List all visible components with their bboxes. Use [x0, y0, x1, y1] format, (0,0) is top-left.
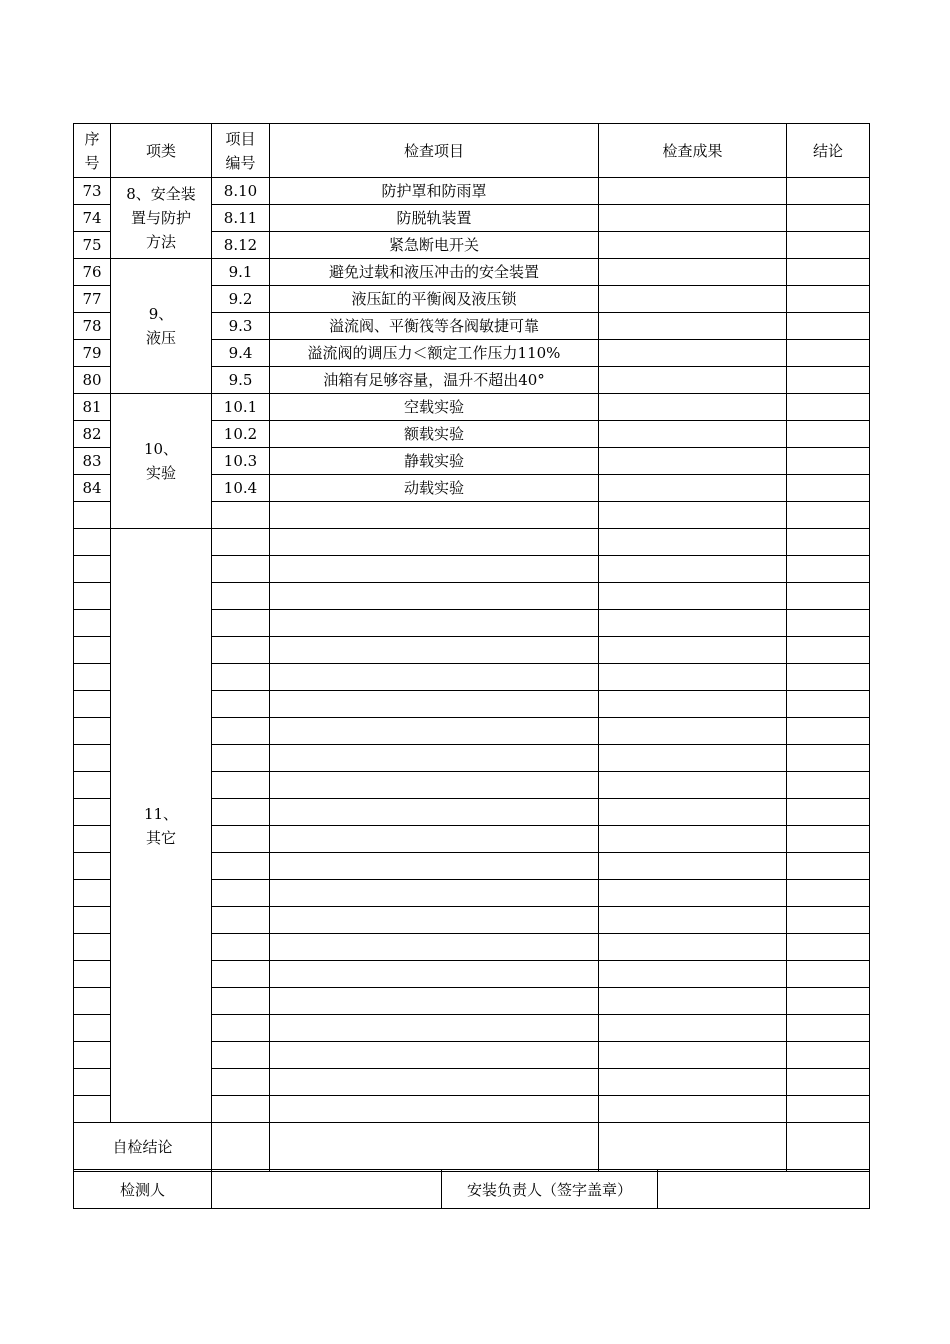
result-cell[interactable]: [599, 394, 787, 421]
result-cell[interactable]: [599, 421, 787, 448]
item-no-cell: 8.12: [212, 232, 270, 259]
self-check-label: 自检结论: [74, 1123, 212, 1172]
check-item-cell[interactable]: [270, 1069, 599, 1096]
category-line: 8、安全装: [126, 185, 196, 203]
result-cell[interactable]: [599, 529, 787, 556]
result-cell[interactable]: [599, 691, 787, 718]
conclusion-cell[interactable]: [787, 1015, 870, 1042]
check-item-cell[interactable]: [270, 880, 599, 907]
conclusion-cell[interactable]: [787, 502, 870, 529]
self-check-row: [74, 1123, 870, 1172]
result-cell[interactable]: [599, 664, 787, 691]
seq-cell: 81: [74, 394, 111, 421]
category-line: 方法: [145, 233, 176, 251]
item-no-cell[interactable]: [212, 853, 270, 880]
signature-table: [73, 1169, 870, 1209]
seq-cell: 76: [74, 259, 111, 286]
result-cell[interactable]: [599, 907, 787, 934]
check-item-cell: 防护罩和防雨罩: [270, 178, 599, 205]
header-seq-line: 号: [84, 153, 100, 172]
check-item-cell: 溢流阀的调压力＜额定工作压力110%: [270, 340, 599, 367]
item-no-cell[interactable]: [212, 502, 270, 529]
category-line: 11、: [143, 804, 179, 823]
result-cell[interactable]: [599, 205, 787, 232]
check-item-cell[interactable]: [270, 934, 599, 961]
conclusion-cell[interactable]: [787, 1042, 870, 1069]
category-line: 置与防护: [130, 209, 191, 227]
item-no-cell[interactable]: [212, 745, 270, 772]
result-cell[interactable]: [599, 1096, 787, 1123]
check-item-cell[interactable]: [270, 529, 599, 556]
check-item-cell[interactable]: [270, 799, 599, 826]
check-item-cell[interactable]: [270, 1015, 599, 1042]
seq-cell[interactable]: [74, 1015, 111, 1042]
result-cell[interactable]: [599, 286, 787, 313]
seq-cell: 82: [74, 421, 111, 448]
item-no-cell[interactable]: [212, 637, 270, 664]
result-cell[interactable]: [599, 988, 787, 1015]
conclusion-cell[interactable]: [787, 367, 870, 394]
category-line: 实验: [145, 464, 176, 482]
table-row: [74, 178, 870, 205]
conclusion-cell[interactable]: [787, 529, 870, 556]
result-cell[interactable]: [599, 475, 787, 502]
result-cell[interactable]: [599, 232, 787, 259]
item-no-cell[interactable]: [212, 1096, 270, 1123]
conclusion-cell[interactable]: [787, 475, 870, 502]
category-line: 10、: [143, 440, 179, 458]
conclusion-cell[interactable]: [787, 178, 870, 205]
seq-cell: 83: [74, 448, 111, 475]
check-item-cell: 静载实验: [270, 448, 599, 475]
item-no-cell[interactable]: [212, 691, 270, 718]
item-no-cell: 9.5: [212, 367, 270, 394]
conclusion-cell[interactable]: [787, 610, 870, 637]
category-cell: [111, 178, 212, 259]
item-no-cell[interactable]: [212, 583, 270, 610]
check-item-cell: 空载实验: [270, 394, 599, 421]
conclusion-cell[interactable]: [787, 1096, 870, 1123]
result-cell[interactable]: [599, 556, 787, 583]
result-cell[interactable]: [599, 313, 787, 340]
seq-cell: 80: [74, 367, 111, 394]
seq-cell[interactable]: [74, 1069, 111, 1096]
self-check-result-cell[interactable]: [599, 1123, 787, 1172]
seq-cell[interactable]: [74, 556, 111, 583]
conclusion-cell[interactable]: [787, 664, 870, 691]
header-item-no-line: 编号: [225, 153, 256, 172]
result-cell[interactable]: [599, 745, 787, 772]
result-cell[interactable]: [599, 340, 787, 367]
item-no-cell: 9.2: [212, 286, 270, 313]
item-no-cell[interactable]: [212, 772, 270, 799]
check-item-cell[interactable]: [270, 502, 599, 529]
check-item-cell[interactable]: [270, 745, 599, 772]
conclusion-cell[interactable]: [787, 853, 870, 880]
seq-cell: 84: [74, 475, 111, 502]
check-item-cell: 额载实验: [270, 421, 599, 448]
seq-cell[interactable]: [74, 1042, 111, 1069]
self-check-no-cell[interactable]: [212, 1123, 270, 1172]
conclusion-cell[interactable]: [787, 799, 870, 826]
seq-cell[interactable]: [74, 988, 111, 1015]
conclusion-cell[interactable]: [787, 448, 870, 475]
item-no-cell[interactable]: [212, 961, 270, 988]
result-cell[interactable]: [599, 1042, 787, 1069]
result-cell[interactable]: [599, 1015, 787, 1042]
check-item-cell[interactable]: [270, 718, 599, 745]
item-no-cell[interactable]: [212, 826, 270, 853]
check-item-cell[interactable]: [270, 772, 599, 799]
manager-label: 安装负责人（签字盖章）: [442, 1170, 658, 1209]
check-item-cell[interactable]: [270, 583, 599, 610]
check-item-cell[interactable]: [270, 1042, 599, 1069]
seq-cell[interactable]: [74, 637, 111, 664]
conclusion-cell[interactable]: [787, 772, 870, 799]
category-line: 其它: [145, 828, 176, 847]
header-check-item: 检查项目: [270, 124, 599, 178]
conclusion-cell[interactable]: [787, 691, 870, 718]
conclusion-cell[interactable]: [787, 421, 870, 448]
self-check-item-cell[interactable]: [270, 1123, 599, 1172]
header-item-no-line: 项目: [225, 129, 256, 148]
conclusion-cell[interactable]: [787, 259, 870, 286]
item-no-cell[interactable]: [212, 556, 270, 583]
seq-cell[interactable]: [74, 610, 111, 637]
conclusion-cell[interactable]: [787, 745, 870, 772]
category-cell: [111, 259, 212, 394]
check-item-cell[interactable]: [270, 988, 599, 1015]
result-cell[interactable]: [599, 799, 787, 826]
result-cell[interactable]: [599, 367, 787, 394]
inspector-label: 检测人: [74, 1170, 212, 1209]
conclusion-cell[interactable]: [787, 907, 870, 934]
item-no-cell: 10.2: [212, 421, 270, 448]
category-line: 液压: [145, 329, 176, 347]
result-cell[interactable]: [599, 880, 787, 907]
seq-cell[interactable]: [74, 907, 111, 934]
seq-cell: 77: [74, 286, 111, 313]
seq-cell[interactable]: [74, 799, 111, 826]
seq-cell[interactable]: [74, 745, 111, 772]
check-item-cell: 油箱有足够容量，温升不超出40°: [270, 367, 599, 394]
header-result: 检查成果: [599, 124, 787, 178]
check-item-cell[interactable]: [270, 691, 599, 718]
item-no-cell[interactable]: [212, 664, 270, 691]
seq-cell[interactable]: [74, 853, 111, 880]
result-cell[interactable]: [599, 610, 787, 637]
category-line: 9、: [148, 305, 174, 323]
check-item-cell: 溢流阀、平衡筏等各阀敏捷可靠: [270, 313, 599, 340]
item-no-cell[interactable]: [212, 529, 270, 556]
seq-cell[interactable]: [74, 529, 111, 556]
conclusion-cell[interactable]: [787, 934, 870, 961]
seq-cell: 73: [74, 178, 111, 205]
result-cell[interactable]: [599, 853, 787, 880]
conclusion-cell[interactable]: [787, 556, 870, 583]
item-no-cell: 9.1: [212, 259, 270, 286]
conclusion-cell[interactable]: [787, 988, 870, 1015]
conclusion-cell[interactable]: [787, 340, 870, 367]
seq-cell[interactable]: [74, 664, 111, 691]
item-no-cell[interactable]: [212, 1015, 270, 1042]
seq-cell[interactable]: [74, 934, 111, 961]
seq-cell[interactable]: [74, 583, 111, 610]
seq-cell[interactable]: [74, 880, 111, 907]
header-seq-line: 序: [84, 129, 100, 148]
item-no-cell: 10.4: [212, 475, 270, 502]
inspection-table: [73, 123, 870, 1172]
conclusion-cell[interactable]: [787, 637, 870, 664]
result-cell[interactable]: [599, 259, 787, 286]
result-cell[interactable]: [599, 502, 787, 529]
conclusion-cell[interactable]: [787, 232, 870, 259]
item-no-cell[interactable]: [212, 934, 270, 961]
result-cell[interactable]: [599, 583, 787, 610]
category-cell: [111, 529, 212, 1123]
result-cell[interactable]: [599, 637, 787, 664]
signature-row: [74, 1170, 870, 1209]
inspector-signature-cell[interactable]: [212, 1170, 442, 1209]
seq-cell[interactable]: [74, 826, 111, 853]
check-item-cell[interactable]: [270, 961, 599, 988]
header-category: 项类: [111, 124, 212, 178]
self-check-conclusion-cell[interactable]: [787, 1123, 870, 1172]
result-cell[interactable]: [599, 961, 787, 988]
check-item-cell[interactable]: [270, 664, 599, 691]
conclusion-cell[interactable]: [787, 961, 870, 988]
conclusion-cell[interactable]: [787, 286, 870, 313]
seq-cell[interactable]: [74, 961, 111, 988]
item-no-cell: 10.1: [212, 394, 270, 421]
result-cell[interactable]: [599, 718, 787, 745]
result-cell[interactable]: [599, 772, 787, 799]
result-cell[interactable]: [599, 178, 787, 205]
item-no-cell[interactable]: [212, 1042, 270, 1069]
item-no-cell[interactable]: [212, 880, 270, 907]
conclusion-cell[interactable]: [787, 1069, 870, 1096]
item-no-cell[interactable]: [212, 718, 270, 745]
seq-cell: 75: [74, 232, 111, 259]
check-item-cell: 避免过载和液压冲击的安全装置: [270, 259, 599, 286]
seq-cell: 79: [74, 340, 111, 367]
seq-cell[interactable]: [74, 502, 111, 529]
item-no-cell: 8.11: [212, 205, 270, 232]
table-row-blank: [74, 529, 870, 556]
check-item-cell[interactable]: [270, 853, 599, 880]
conclusion-cell[interactable]: [787, 394, 870, 421]
conclusion-cell[interactable]: [787, 313, 870, 340]
item-no-cell[interactable]: [212, 610, 270, 637]
result-cell[interactable]: [599, 934, 787, 961]
item-no-cell[interactable]: [212, 799, 270, 826]
header-conclusion: 结论: [787, 124, 870, 178]
table-row: [74, 394, 870, 421]
seq-cell: 78: [74, 313, 111, 340]
seq-cell[interactable]: [74, 772, 111, 799]
check-item-cell[interactable]: [270, 610, 599, 637]
result-cell[interactable]: [599, 826, 787, 853]
check-item-cell[interactable]: [270, 826, 599, 853]
check-item-cell[interactable]: [270, 637, 599, 664]
item-no-cell: 10.3: [212, 448, 270, 475]
check-item-cell: 动载实验: [270, 475, 599, 502]
manager-signature-cell[interactable]: [658, 1170, 870, 1209]
item-no-cell: 9.3: [212, 313, 270, 340]
seq-cell[interactable]: [74, 1096, 111, 1123]
seq-cell[interactable]: [74, 691, 111, 718]
conclusion-cell[interactable]: [787, 205, 870, 232]
header-seq: [74, 124, 111, 178]
item-no-cell[interactable]: [212, 907, 270, 934]
result-cell[interactable]: [599, 448, 787, 475]
seq-cell: 74: [74, 205, 111, 232]
check-item-cell: 防脱轨装置: [270, 205, 599, 232]
conclusion-cell[interactable]: [787, 718, 870, 745]
item-no-cell[interactable]: [212, 988, 270, 1015]
header-item-no: [212, 124, 270, 178]
table-row: [74, 259, 870, 286]
conclusion-cell[interactable]: [787, 826, 870, 853]
item-no-cell: 9.4: [212, 340, 270, 367]
check-item-cell: 紧急断电开关: [270, 232, 599, 259]
check-item-cell: 液压缸的平衡阀及液压锁: [270, 286, 599, 313]
item-no-cell[interactable]: [212, 1069, 270, 1096]
seq-cell[interactable]: [74, 718, 111, 745]
conclusion-cell[interactable]: [787, 880, 870, 907]
check-item-cell[interactable]: [270, 556, 599, 583]
result-cell[interactable]: [599, 1069, 787, 1096]
category-cell: [111, 394, 212, 529]
header-row: [74, 124, 870, 178]
check-item-cell[interactable]: [270, 1096, 599, 1123]
conclusion-cell[interactable]: [787, 583, 870, 610]
check-item-cell[interactable]: [270, 907, 599, 934]
item-no-cell: 8.10: [212, 178, 270, 205]
